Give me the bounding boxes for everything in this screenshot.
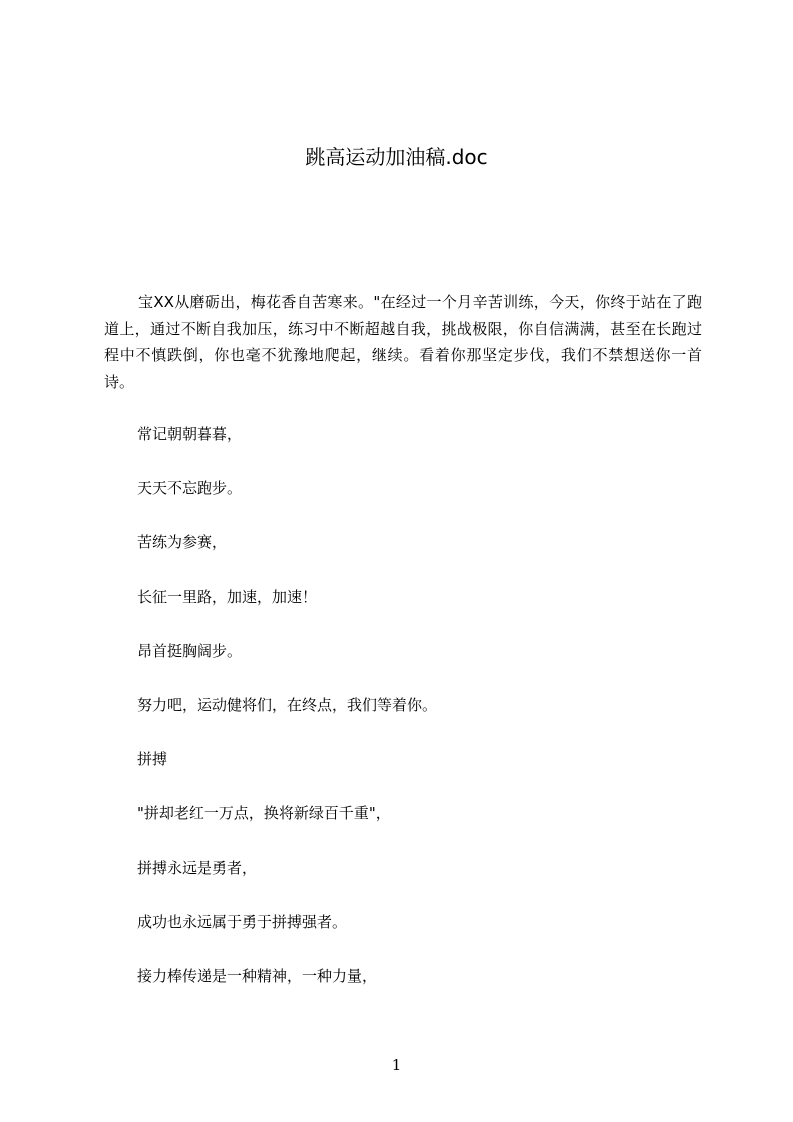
poem-line: 昂首挺胸阔步。	[137, 641, 243, 660]
poem-line: 天天不忘跑步。	[137, 479, 243, 498]
poem-line: 接力棒传递是一种精神，一种力量，	[137, 966, 378, 985]
intro-paragraph: 宝XX从磨砺出，梅花香自苦寒来。"在经过一个月辛苦训练，今天，你终于站在了跑道上，通过不断自我加压，练习中不断超越自我，挑战极限，你自信满满，甚至在长跑过程中不慎跌倒，你也毫不犹豫地爬起，继续。看着你那坚定步伐，我们不禁想送你一首诗。	[104, 293, 702, 391]
poem-line: 努力吧，运动健将们，在终点，我们等着你。	[137, 695, 438, 714]
poem-line: 拼搏永远是勇者，	[137, 858, 258, 877]
document-body	[104, 289, 702, 395]
page-number: 1	[391, 1056, 402, 1074]
poem-line: 常记朝朝暮暮，	[137, 425, 243, 443]
poem-line: 长征一里路，加速，加速！	[137, 587, 318, 606]
section-heading: 拼搏	[137, 750, 168, 769]
document-title: 跳高运动加油稿.doc	[305, 145, 488, 169]
poem-line: "拼却老红一万点，换将新绿百千重"，	[137, 804, 391, 823]
poem-lines	[137, 423, 437, 1019]
poem-line: 苦练为参赛，	[137, 533, 228, 552]
poem-line: 成功也永远属于勇于拼搏强者。	[137, 912, 348, 931]
